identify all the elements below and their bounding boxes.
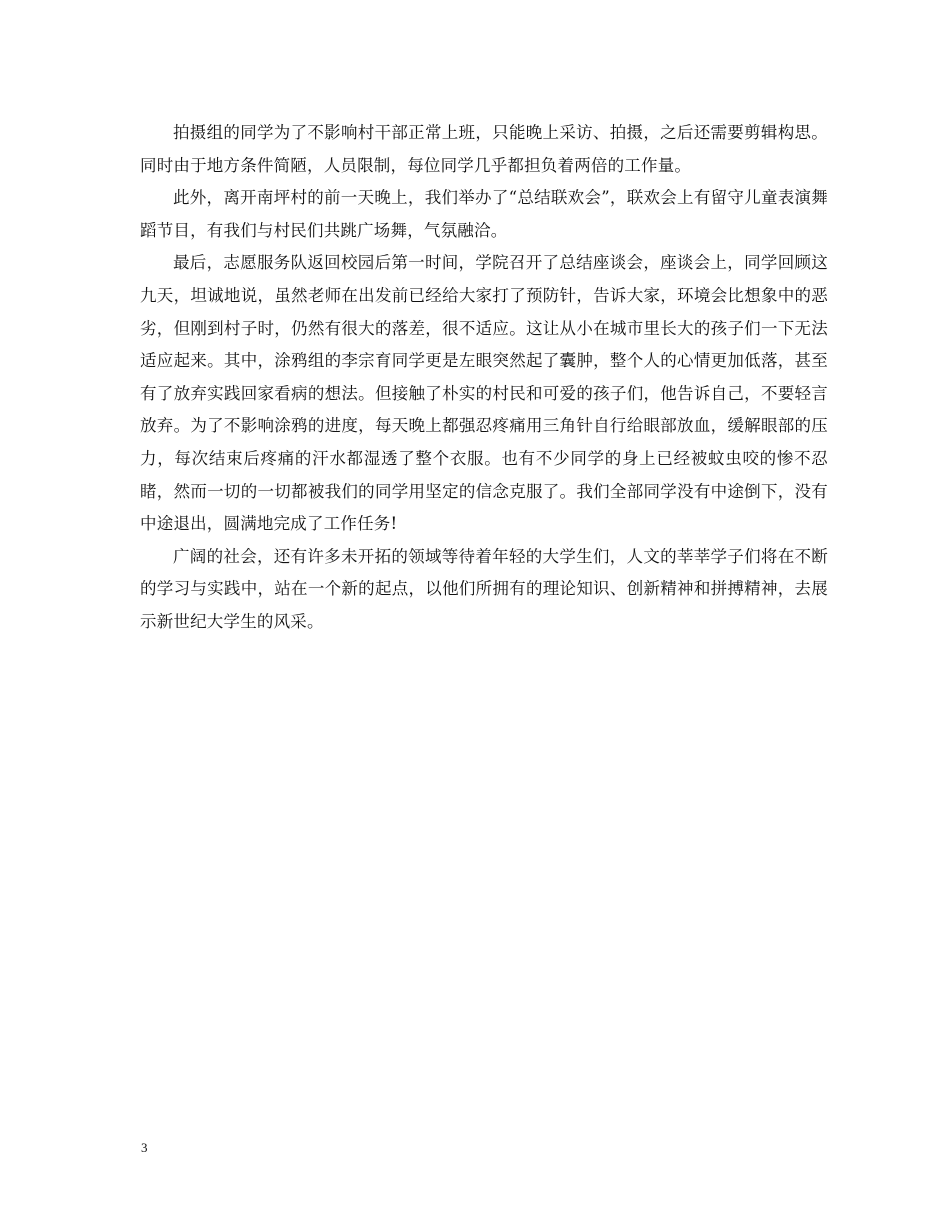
paragraph-2: 此外，离开南坪村的前一天晚上，我们举办了“总结联欢会”，联欢会上有留守儿童表演舞蹈节目，有我们与村民们共跳广场舞，气氛融洽。 [140, 188, 828, 240]
body-text [140, 117, 828, 639]
paragraph-4: 广阔的社会，还有许多未开拓的领域等待着年轻的大学生们，人文的莘莘学子们将在不断的学习与实践中，站在一个新的起点，以他们所拥有的理论知识、创新精神和拼搏精神，去展示新世纪大学生的风采。 [140, 546, 828, 631]
page-number: 3 [141, 1140, 148, 1155]
paragraph-3: 最后，志愿服务队返回校园后第一时间，学院召开了总结座谈会，座谈会上，同学回顾这九天，坦诚地说，虽然老师在出发前已经给大家打了预防针，告诉大家，环境会比想象中的恶劣，但刚到村子时，仍然有很大的落差，很不适应。这让从小在城市里长大的孩子们一下无法适应起来。其中，涂鸦组的李宗育同学更是左眼突然起了囊肿，整个人的心情更加低落，甚至有了放弃实践回家看病的想法。但接触了朴实的村民和可爱的孩子们，他告诉自己，不要轻言放弃。为了不影响涂鸦的进度，每天晚上都强忍疼痛用三角针自行给眼部放血，缓解眼部的压力，每次结束后疼痛的汗水都湿透了整个衣服。也有不少同学的身上已经被蚊虫咬的惨不忍睹，然而一切的一切都被我们的同学用坚定的信念克服了。我们全部同学没有中途倒下，没有中途退出，圆满地完成了工作任务! [140, 253, 828, 534]
paragraph-1: 拍摄组的同学为了不影响村干部正常上班，只能晚上采访、拍摄，之后还需要剪辑构思。同时由于地方条件简陋，人员限制，每位同学几乎都担负着两倍的工作量。 [140, 123, 828, 175]
